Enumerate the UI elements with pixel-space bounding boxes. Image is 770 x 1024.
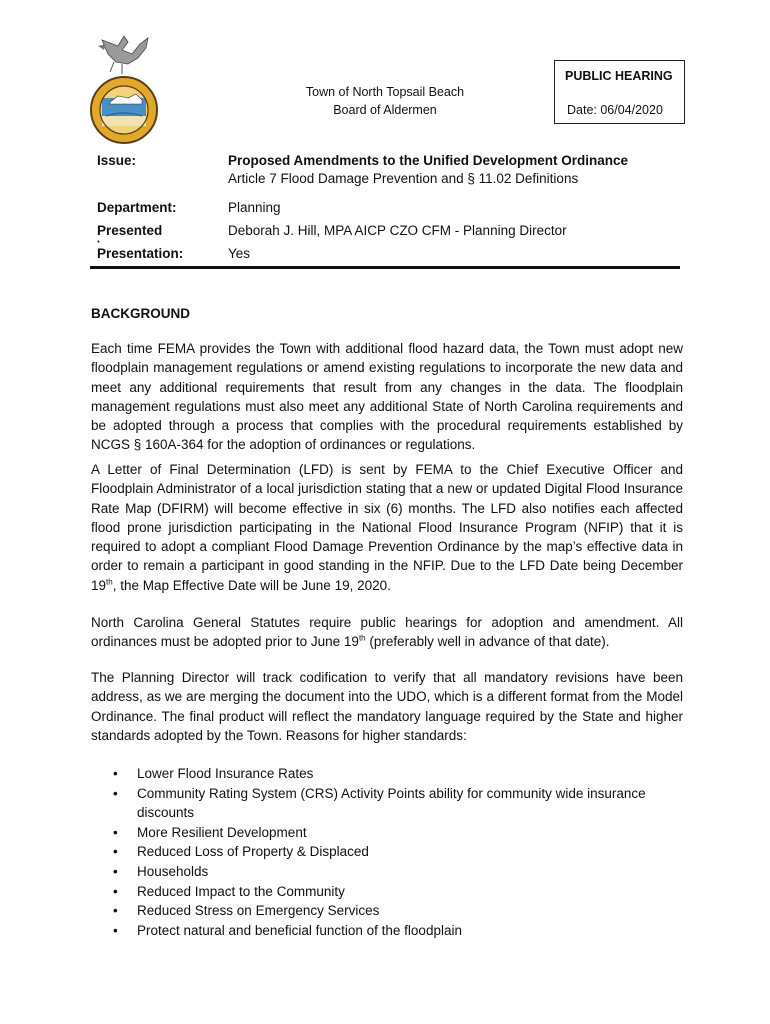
bullet-icon: • [113,922,118,938]
background-paragraph-4: The Planning Director will track codification to verify that all mandatory revisions have been address, as we are merging the document into the UDO, which is a different format from the Model Ordinance. The final product will reflect the mandatory language required by the State and higher standards adopted by the Town. Reasons for higher standards: [91,670,683,743]
list-item [113,784,673,823]
list-item-text: More Resilient Development [137,824,307,840]
presented-value: Deborah J. Hill, MPA AICP CZO CFM - Planning Director [228,223,567,238]
bullet-icon: • [113,883,118,899]
list-item-text: Lower Flood Insurance Rates [137,766,314,781]
background-heading: BACKGROUND [91,306,190,321]
presented-label: Presented [97,223,163,238]
town-name: Town of North Topsail Beach [305,85,465,99]
bullet-icon: • [113,844,118,860]
bullet-icon: • [113,903,118,919]
board-name: Board of Aldermen [333,103,437,117]
public-hearing-label: PUBLIC HEARING [565,69,673,83]
department-value: Planning [228,200,281,215]
list-item-text: Reduced Impact to the Community [137,883,345,899]
list-item [113,882,673,902]
list-item-text: Households [137,863,209,879]
pelican-icon [98,36,148,74]
list-item [113,764,673,784]
background-paragraph-1: Each time FEMA provides the Town with additional flood hazard data, the Town must adopt new floodplain management regulations or amend existing regulations to incorporate the new data and meet any additional requirements that result from any changes in the data. The floodplain management regulations must also meet any additional State of North Carolina requirements and be adopted through a process that complies with the procedural requirements established by NCGS § 160A-364 for the adoption of ordinances or regulations. [91,341,683,453]
issue-title: Proposed Amendments to the Unified Development Ordinance [228,153,629,168]
stray-dot [97,240,100,243]
list-item [113,901,673,921]
department-label: Department: [97,200,177,215]
issue-label: Issue: [97,153,137,168]
public-hearing-box [554,60,685,124]
town-seal-logo [88,32,160,150]
list-item-text: Protect natural and beneficial function of the floodplain [137,922,462,938]
bullet-icon: • [113,785,118,801]
list-item [113,823,673,843]
issue-subtitle: Article 7 Flood Damage Prevention and § 11.02 Definitions [228,171,579,186]
presentation-value: Yes [228,246,251,261]
bullet-icon: • [113,766,118,781]
bullet-icon: • [113,824,118,840]
higher-standards-list [113,764,673,940]
header-title-block [290,83,480,119]
background-paragraph-2: A Letter of Final Determination (LFD) is sent by FEMA to the Chief Executive Officer and Floodplain Administrator of a local jurisdiction stating that a new or updated Digital Flood Insurance Rate Map (DFIRM) will become effective in six (6) months. The LFD also notifies each affected flood prone jurisdiction participating in the National Flood Insurance Program (NFIP) that it is required to adopt a compliant Flood Damage Prevention Ordinance by the map’s effective data in order to remain a participant in good standing in the NFIP. Due to the LFD Date being December 19th, the Map Effective Date will be June 19, 2020. [91,462,683,593]
list-item-text: Community Rating System (CRS) Activity Points ability for community wide insurance discounts [137,785,646,821]
header-divider [90,266,680,269]
list-item-text: Reduced Loss of Property & Displaced [137,844,369,860]
background-paragraph-3: North Carolina General Statutes require public hearings for adoption and amendment. All ordinances must be adopted prior to June 19th (preferably well in advance of that date). [91,615,683,650]
list-item [113,862,673,882]
list-item [113,842,673,862]
list-item-text: Reduced Stress on Emergency Services [137,903,380,919]
meeting-date: Date: 06/04/2020 [567,103,663,117]
list-item [113,921,673,941]
presentation-label: Presentation: [97,246,184,261]
bullet-icon: • [113,863,118,879]
